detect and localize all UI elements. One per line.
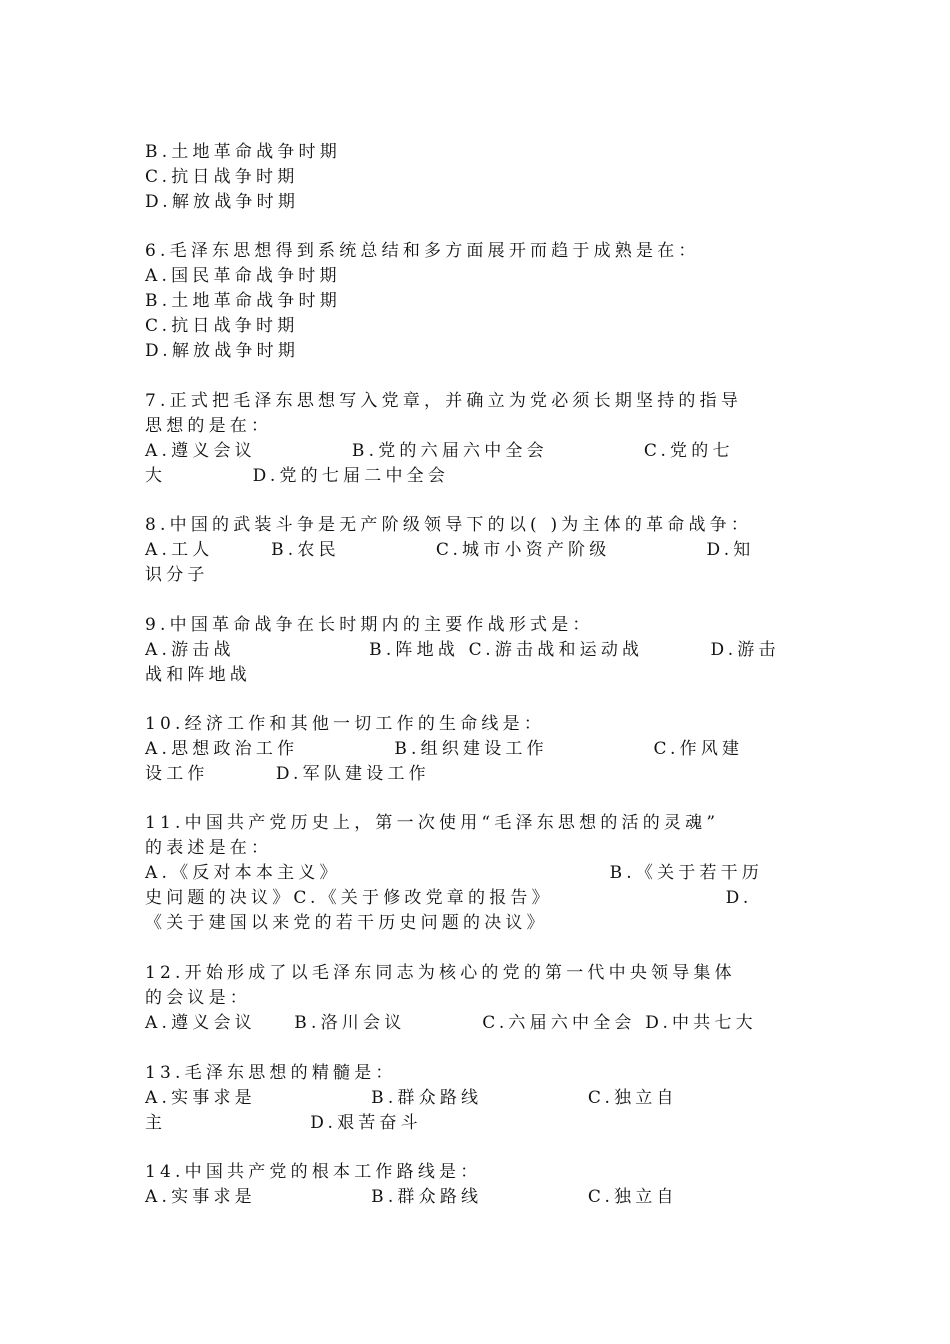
question-10: 10.经济工作和其他一切工作的生命线是：	[145, 714, 546, 734]
text-line: A.遵义会议 B.党的六届六中全会 C.党的七	[145, 441, 734, 461]
question-9: 9.中国革命战争在长时期内的主要作战形式是：	[145, 615, 594, 635]
text-line: D.解放战争时期	[145, 341, 300, 361]
text-line: A.实事求是 B.群众路线 C.独立自	[145, 1187, 678, 1207]
text-line: A.实事求是 B.群众路线 C.独立自	[145, 1088, 678, 1108]
text-line: 史问题的决议》C.《关于修改党章的报告》 D.	[145, 888, 753, 908]
text-line: 战和阵地战	[145, 665, 251, 685]
question-6: 6.毛泽东思想得到系统总结和多方面展开而趋于成熟是在：	[145, 241, 700, 261]
text-line: A.《反对本本主义》 B.《关于若干历	[145, 863, 764, 883]
text-line: 设工作 D.军队建设工作	[145, 764, 430, 784]
question-8: 8.中国的武装斗争是无产阶级领导下的以( )为主体的革命战争：	[145, 515, 753, 535]
text-line: 主 D.艰苦奋斗	[145, 1113, 422, 1133]
text-line: A.工人 B.农民 C.城市小资产阶级 D.知	[145, 540, 755, 560]
text-line: 识分子	[145, 565, 209, 585]
question-7: 7.正式把毛泽东思想写入党章，并确立为党必须长期坚持的指导	[145, 391, 743, 411]
text-line: 的表述是在：	[145, 838, 273, 858]
question-14: 14.中国共产党的根本工作路线是：	[145, 1162, 482, 1182]
question-12: 12.开始形成了以毛泽东同志为核心的党的第一代中央领导集体	[145, 963, 736, 983]
text-line: 思想的是在：	[145, 416, 273, 436]
text-line: A.思想政治工作 B.组织建设工作 C.作风建	[145, 739, 744, 759]
text-line: A.遵义会议 B.洛川会议 C.六届六中全会 D.中共七大	[145, 1013, 757, 1033]
question-13: 13.毛泽东思想的精髓是：	[145, 1063, 397, 1083]
text-line: A.国民革命战争时期	[145, 266, 341, 286]
text-line: 的会议是：	[145, 988, 251, 1008]
text-line: A.游击战 B.阵地战 C.游击战和运动战 D.游击	[145, 640, 780, 660]
text-line: B.土地革命战争时期	[145, 142, 341, 162]
text-line: D.解放战争时期	[145, 192, 300, 212]
text-line: C.抗日战争时期	[145, 316, 299, 336]
text-line: C.抗日战争时期	[145, 167, 299, 187]
text-line: B.土地革命战争时期	[145, 291, 341, 311]
text-line: 《关于建国以来党的若干历史问题的决议》	[145, 913, 548, 933]
question-11: 11.中国共产党历史上，第一次使用“毛泽东思想的活的灵魂”	[145, 813, 720, 833]
text-line: 大 D.党的七届二中全会	[145, 466, 450, 486]
